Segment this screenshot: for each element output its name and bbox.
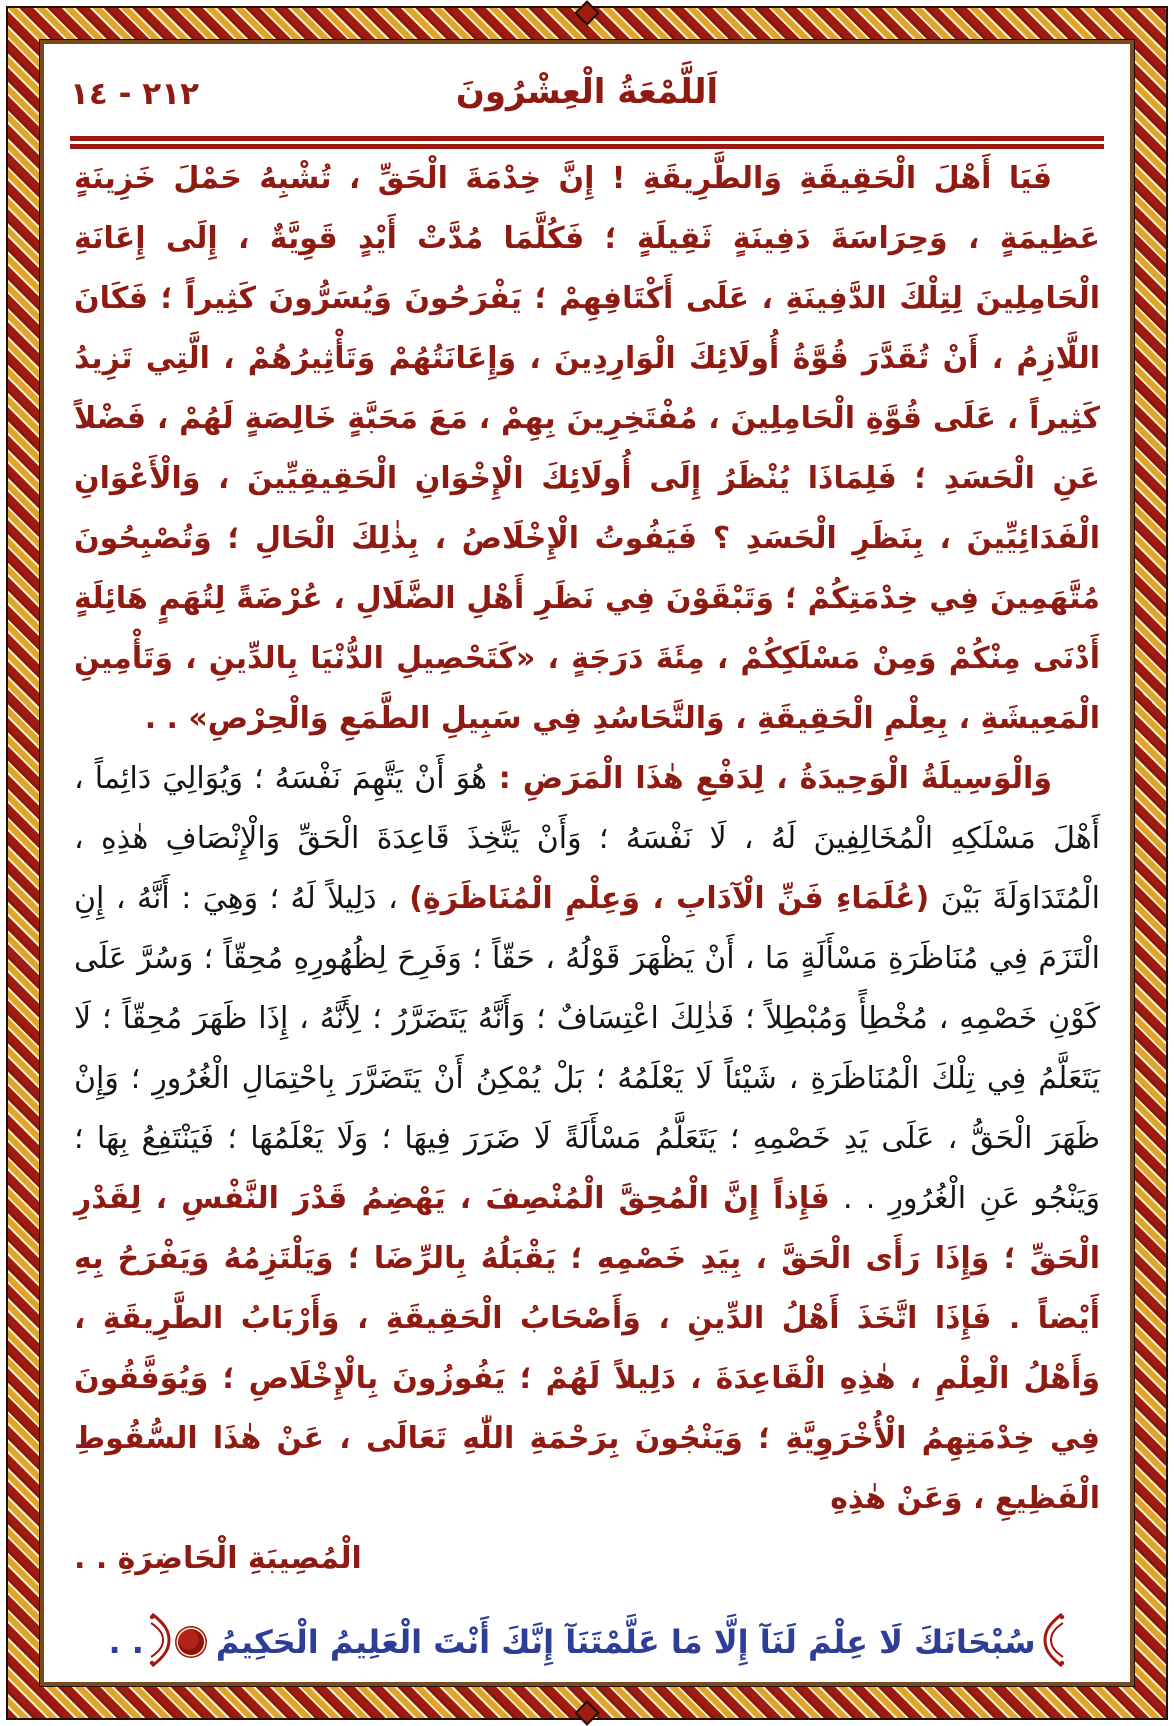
page-body [70, 149, 1104, 1673]
paragraph-2-tail-text: الْمُصِيبَةِ الْحَاضِرَةِ . . [74, 1541, 362, 1576]
paragraph-2-run-maroon-bold: فَإِذاً إِنَّ الْمُحِقَّ [604, 1181, 830, 1216]
paragraph-2 [74, 749, 1100, 1529]
border-chain-pattern [6, 6, 1168, 1720]
paragraph-2-run-black-2: ، دَلِيلاً لَهُ ؛ وَهِيَ : أَنَّهُ ، إِنِ الْتَزَمَ فِي مُنَاظَرَةِ مَسْأَلَةٍ مَا ، أَنْ يَظْهَرَ قَوْلُهُ ، حَقّاً ؛ وَفَرِحَ لِظُهُورِهِ مُحِقّاً ؛ وَسُرَّ عَلَى كَوْنِ خَصْمِهِ ، مُخْطِأً وَمُبْطِلاً ؛ فَذٰلِكَ اعْتِسَافٌ ؛ وَأَنَّهُ يَتَضَرَّرُ ؛ لِأَنَّهُ ، إِذَا ظَهَرَ مُحِقّاً ؛ لَا يَتَعَلَّمُ فِي تِلْكَ الْمُنَاظَرَةِ ، شَيْئاً لَا يَعْلَمُهُ ؛ بَلْ يُمْكِنُ أَنْ يَتَضَرَّرَ بِاحْتِمَالِ الْغُرُورِ ؛ وَإِنْ ظَهَرَ الْحَقُّ ، عَلَى يَدِ خَصْمِهِ ؛ يَتَعَلَّمُ مَسْأَلَةً لَا ضَرَرَ فِيهَا ؛ وَلَا يَعْلَمُهَا ؛ فَيَنْتَفِعُ بِهَا ؛ وَيَنْجُو عَنِ الْغُرُورِ . . [74, 881, 1100, 1216]
ornate-bracket-left-icon [148, 1611, 172, 1673]
closing-verse-text: سُبْحَانَكَ لَا عِلْمَ لَنَآ إِلَّا مَا عَلَّمْتَنَآ إِنَّكَ أَنْتَ الْعَلِيمُ الْحَكِيمُ [215, 1623, 1036, 1661]
page-title: اَللَّمْعَةُ الْعِشْرُونَ [455, 72, 719, 112]
header-rule [70, 136, 1104, 149]
paragraph-2-run-maroon: الْمُنْصِفَ ، يَهْضِمُ قَدْرَ النَّفْسِ ، لِقَدْرِ الْحَقِّ ؛ وَإِذَا رَأَى الْحَقَّ ، بِيَدِ خَصْمِهِ ؛ يَقْبَلُهُ بِالرِّضَا ؛ وَيَلْتَزِمُهُ وَيَفْرَحُ بِهِ أَيْضاً . فَإِذَا اتَّخَذَ أَهْلُ الدِّينِ ، وَأَصْحَابُ الْحَقِيقَةِ ، وَأَرْبَابُ الطَّرِيقَةِ ، وَأَهْلُ الْعِلْمِ ، هٰذِهِ الْقَاعِدَةَ ، دَلِيلاً لَهُمْ ؛ يَفُوزُونَ بِالْإِخْلَاصِ ؛ وَيُوَفَّقُونَ فِي خِدْمَتِهِمُ الْأُخْرَوِيَّةِ ؛ وَيَنْجُونَ بِرَحْمَةِ اللّٰهِ تَعَالَى ، عَنْ هٰذَا السُّقُوطِ الْفَظِيعِ ، وَعَنْ هٰذِهِ [74, 1181, 1100, 1516]
paragraph-1-text: فَيَا أَهْلَ الْحَقِيقَةِ وَالطَّرِيقَةِ ! إِنَّ خِدْمَةَ الْحَقِّ ، تُشْبِهُ حَمْلَ خَزِينَةٍ عَظِيمَةٍ ، وَحِرَاسَةَ دَفِينَةٍ ثَقِيلَةٍ ؛ فَكُلَّمَا مُدَّتْ أَيْدٍ قَوِيَّةٌ ، إِلَى إِعَانَةِ الْحَامِلِينَ لِتِلْكَ الدَّفِينَةِ ، عَلَى أَكْتَافِهِمْ ؛ يَفْرَحُونَ وَيُسَرُّونَ كَثِيراً ؛ فَكَانَ اللَّازِمُ ، أَنْ تُقَدَّرَ قُوَّةُ أُولَائِكَ الْوَارِدِينَ ، وَإِعَانَتُهُمْ وَتَأْثِيرُهُمْ ، الَّتِي تَزِيدُ كَثِيراً ، عَلَى قُوَّةِ الْحَامِلِينَ ، مُفْتَخِرِينَ بِهِمْ ، مَعَ مَحَبَّةٍ خَالِصَةٍ لَهُمْ ، فَضْلاً عَنِ الْحَسَدِ ؛ فَلِمَاذَا يُنْظَرُ إِلَى أُولَائِكَ الْإِخْوَانِ الْحَقِيقِيِّينَ ، وَالْأَعْوَانِ الْفَدَائِيِّينَ ، بِنَظَرِ الْحَسَدِ ؟ فَيَفُوتُ الْإِخْلَاصُ ، بِذٰلِكَ الْحَالِ ؛ وَتُصْبِحُونَ مُتَّهَمِينَ فِي خِدْمَتِكُمْ ؛ وَتَبْقَوْنَ فِي نَظَرِ أَهْلِ الضَّلَالِ ، عُرْضَةً لِتُهَمٍ هَائِلَةٍ أَدْنَى مِنْكُمْ وَمِنْ مَسْلَكِكُمْ ، مِئَةَ دَرَجَةٍ ، «كَتَحْصِيلِ الدُّنْيَا بِالدِّينِ ، وَتَأْمِينِ الْمَعِيشَةِ ، بِعِلْمِ الْحَقِيقَةِ ، وَالتَّحَاسُدِ فِي سَبِيلِ الطَّمَعِ وَالْحِرْصِ» . . [74, 161, 1100, 736]
frame-top-diamond-icon [574, 0, 599, 25]
rosette-icon [178, 1629, 204, 1655]
frame-bottom-diamond-icon [574, 1700, 599, 1725]
paragraph-2-tail [74, 1529, 1100, 1589]
paragraph-1 [74, 149, 1100, 749]
page-number: ٢١٢ - ١٤ [70, 76, 200, 112]
paragraph-2-run-lead: وَالْوَسِيلَةُ الْوَحِيدَةُ ، لِدَفْعِ هٰذَا الْمَرَضِ : [486, 761, 1052, 796]
ornate-bracket-right-icon [1042, 1611, 1066, 1673]
page [40, 40, 1134, 1686]
paragraph-2-run-emphasis: (عُلَمَاءِ فَنِّ الْآدَابِ ، وَعِلْمِ الْمُنَاظَرَةِ) [409, 881, 930, 916]
closing-dots: . . [108, 1623, 144, 1661]
page-header [70, 70, 1104, 126]
paragraph-2-run-black-1: هُوَ أَنْ يَتَّهِمَ نَفْسَهُ ؛ وَيُوَالِيَ دَائِماً ، أَهْلَ مَسْلَكِهِ الْمُخَالِفِينَ لَهُ ، لَا نَفْسَهُ ؛ وَأَنْ يَتَّخِذَ قَاعِدَةَ الْحَقِّ وَالْإِنْصَافِ هٰذِهِ ، الْمُتَدَاوَلَةَ بَيْنَ [74, 761, 1100, 916]
closing-verse-line [74, 1611, 1100, 1673]
